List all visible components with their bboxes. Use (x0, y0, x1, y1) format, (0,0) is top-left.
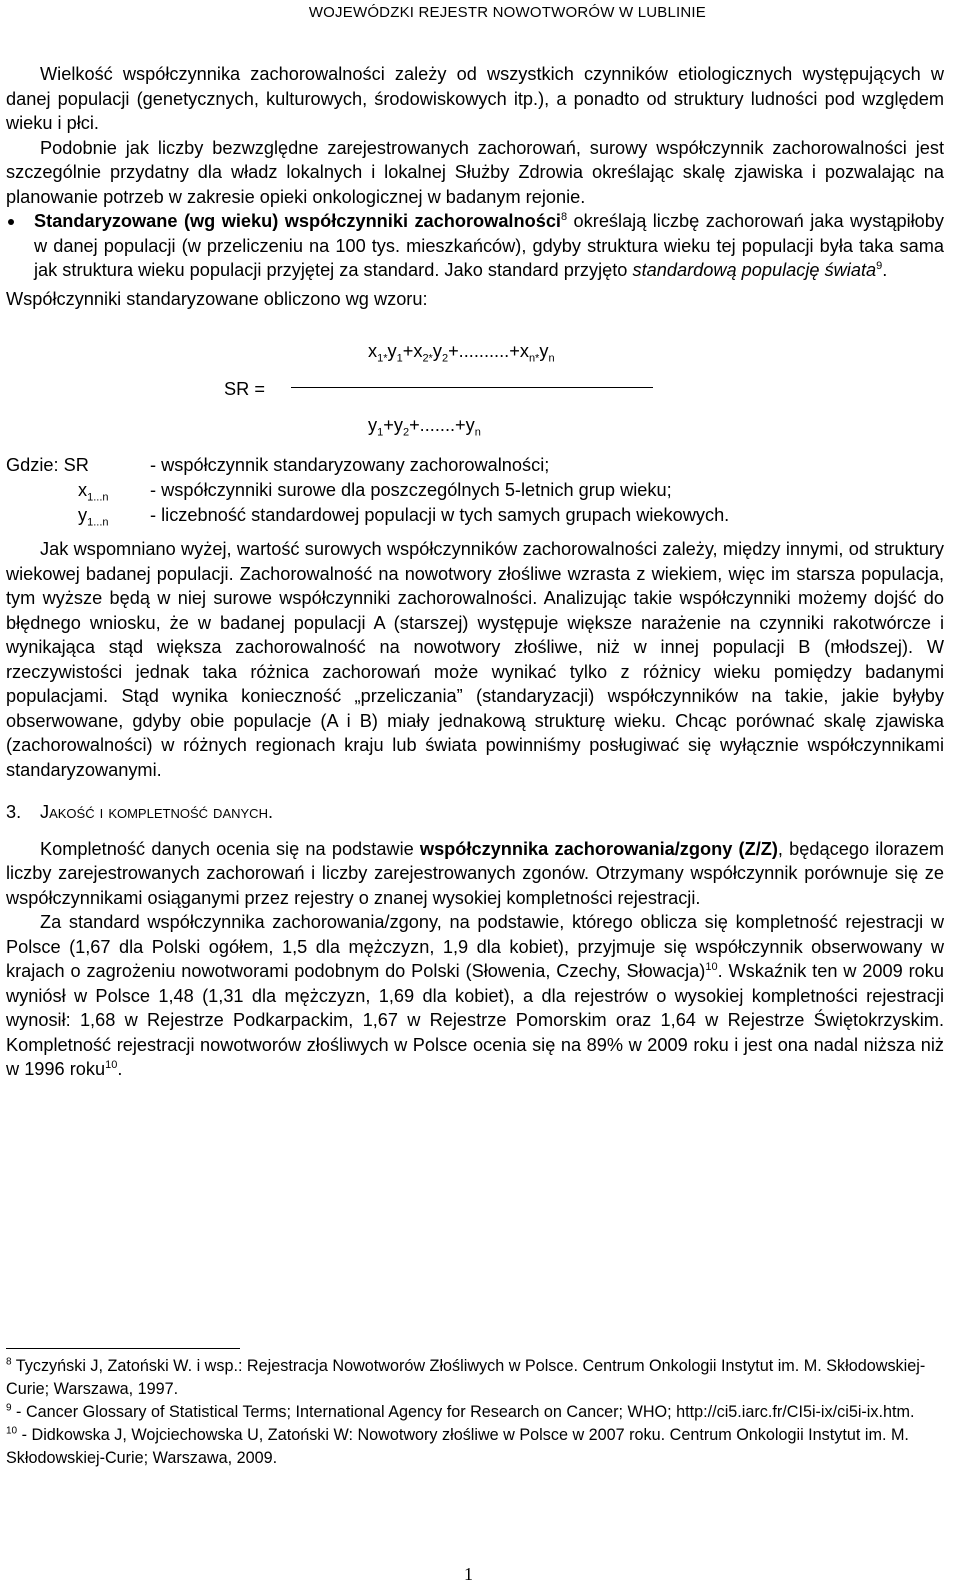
formula-lhs: SR = (224, 379, 265, 399)
footnote-text: - Didkowska J, Wojciechowska U, Zatoński W: Nowotwory złośliwe w Polsce w 2007 roku. Centrum Onkologii Instytut im. M. Skłodowskiej-Curie; Warszawa, 2009. (6, 1426, 909, 1467)
footnote-text: Tyczyński J, Zatoński W. i wsp.: Rejestracja Nowotworów Złośliwych w Polsce. Centrum Onkologii Instytut im. M. Skłodowskiej-Curie; Warszawa, 1997. (6, 1357, 926, 1398)
formula-legend (6, 453, 944, 529)
formula-numerator: $x_{1*}y_1+x_{2*}y_2+..........+x_{n*}y_n$ (368, 341, 555, 365)
bullet-standardized-rates (6, 209, 944, 283)
legend-x-label: $x_{1...n}$ (78, 480, 109, 504)
bullet-dot-icon (8, 219, 14, 225)
legend-x-text: - współczynniki surowe dla poszczególnych 5-letnich grup wieku; (150, 480, 672, 500)
standard-text-a: Za standard współczynnika zachorowania/zgony, na podstawie, którego oblicza się kompletność rejestracji w Polsce (1,67 dla Polski ogółem, 1,5 dla mężczyzn, 1,9 dla kobiet), przyjmuje się współczynnik obserwowany w krajach o zagrożeniu nowotworami podobnym do Polski (Słowenia, Czechy, Słowacja) (6, 912, 944, 981)
footnote-number: 10 (6, 1425, 18, 1437)
bullet-italic-term: standardową populację świata (632, 260, 877, 280)
footnote-text: - Cancer Glossary of Statistical Terms; International Agency for Research on Cancer; WHO; http://ci5.iarc.fr/CI5i-ix/ci5i-ix.htm. (11, 1403, 915, 1421)
completeness-text-a: Kompletność danych ocenia się na podstawie (40, 838, 420, 859)
paragraph-standard (6, 910, 944, 1082)
footnote-8 (6, 1355, 944, 1401)
document-body (6, 62, 944, 1082)
footnote-divider (6, 1348, 240, 1349)
footnote-number: 8 (6, 1356, 12, 1368)
legend-sr-text: - współczynnik standaryzowany zachorowalności; (150, 455, 550, 475)
standard-text-b: . Wskaźnik ten w 2009 roku wyniósł w Polsce 1,48 (1,31 dla mężczyzn, 1,69 dla kobiet), a dla rejestrów o wysokiej kompletności rejestracji wynosił: 1,68 w Rejestrze Podkarpackim, 1,67 w Rejestrze Pomorskim oraz 1,64 w Rejestrze Świętokrzyskim. Kompletność rejestracji nowotworów złośliwych w Polsce ocenia się na 89% w 2009 roku i jest ona nadal niższa niż w 1996 roku (6, 961, 944, 1079)
paragraph-age-structure: Jak wspomniano wyżej, wartość surowych współczynników zachorowalności zależy, między innymi, od struktury wiekowej badanej populacji. Zachorowalność na nowotwory złośliwe wzrasta z wiekiem, więc im starsza populacja, tym wyższe będą w niej surowe współczynniki zachorowalności. Analizując takie współczynniki możemy dojść do błędnego wniosku, że w badanej populacji A (starszej) występuje większe narażenie na czynniki rakotwórcze i wynikająca stąd większa zachorowalność na nowotwory złośliwe, niż w innej populacji B (młodszej). W rzeczywistości jednak taka różnica zachorowań może wynikać tylko z różnicy wieku pomiędzy badanymi populacjami. Stąd wynika konieczność „przeliczania” (standaryzacji) współczynników na takie, jakie byłyby obserwowane, gdyby obie populacje (A i B) miały jednakową strukturę wieku. Chcąc porównać skalę zjawiska (zachorowalności) w różnych regionach kraju lub świata powinniśmy posługiwać się wyłącznie współczynnikami standaryzowanymi. (6, 539, 944, 780)
completeness-bold-term: współczynnika zachorowania/zgony (Z/Z) (419, 838, 778, 859)
formula-sr (6, 317, 944, 445)
footnote-9 (6, 1401, 944, 1424)
page-header: WOJEWÓDZKI REJESTR NOWOTWORÓW W LUBLINIE (308, 4, 706, 21)
bullet-end: . (882, 260, 888, 280)
footnote-ref-10b: 10 (105, 1058, 118, 1071)
paragraph-completeness (6, 837, 944, 911)
paragraph-etiology: Wielkość współczynnika zachorowalności zależy od wszystkich czynników etiologicznych występujących w danej populacji (genetycznych, kulturowych, środowiskowych itp.), a ponadto od struktury ludności pod względem wieku i płci. (6, 64, 944, 133)
section-number: 3. (6, 802, 22, 822)
formula-denominator: $y_1+y_2+.......+y_n$ (368, 415, 481, 439)
formula-fraction-line (291, 387, 653, 388)
footnote-ref-8: 8 (561, 210, 568, 223)
completeness-text-b: , będącego ilorazem liczby zarejestrowanych zachorowań i liczby zarejestrowanych zgonów. Otrzymany współczynnik porównuje się ze współczynnikami osiąganymi przez rejestry o znanej wysokiej kompletności rejestracji. (6, 838, 944, 908)
footnote-ref-9: 9 (876, 259, 883, 272)
paragraph-crude-rate: Podobnie jak liczby bezwzględne zarejestrowanych zachorowań, surowy współczynnik zachorowalności jest szczególnie przydatny dla władz lokalnych i lokalnej Służby Zdrowia określając skalę zjawiska i pozwalając na planowanie potrzeb w zakresie opieki onkologicznej w badanym rejonie. (6, 137, 944, 207)
footnote-10 (6, 1424, 944, 1470)
footnote-number: 9 (6, 1402, 12, 1414)
legend-y-text: - liczebność standardowej populacji w tych samych grupach wiekowych. (150, 505, 730, 525)
legend-y-label: $y_{1...n}$ (78, 505, 109, 529)
footnote-ref-10: 10 (705, 960, 718, 973)
legend-sr-label: Gdzie: SR (6, 455, 89, 475)
section-heading (6, 800, 944, 825)
section-title: Jakość i kompletność danych. (40, 802, 274, 822)
bullet-bold-term: Standaryzowane (wg wieku) współczynniki zachorowalności (34, 211, 561, 231)
footnotes (6, 1348, 944, 1470)
page-number: 1 (464, 1564, 473, 1584)
formula-intro: Współczynniki standaryzowane obliczono wg wzoru: (6, 288, 428, 309)
bullet-text: określają liczbę zachorowań jaka wystąpiłoby w danej populacji (w przeliczeniu na 100 tys. mieszkańców), gdyby struktura wieku tej populacji była taka sama jak struktura wieku populacji przyjętej za standard. Jako standard przyjęto (34, 211, 944, 280)
standard-text-c: . (117, 1059, 123, 1079)
